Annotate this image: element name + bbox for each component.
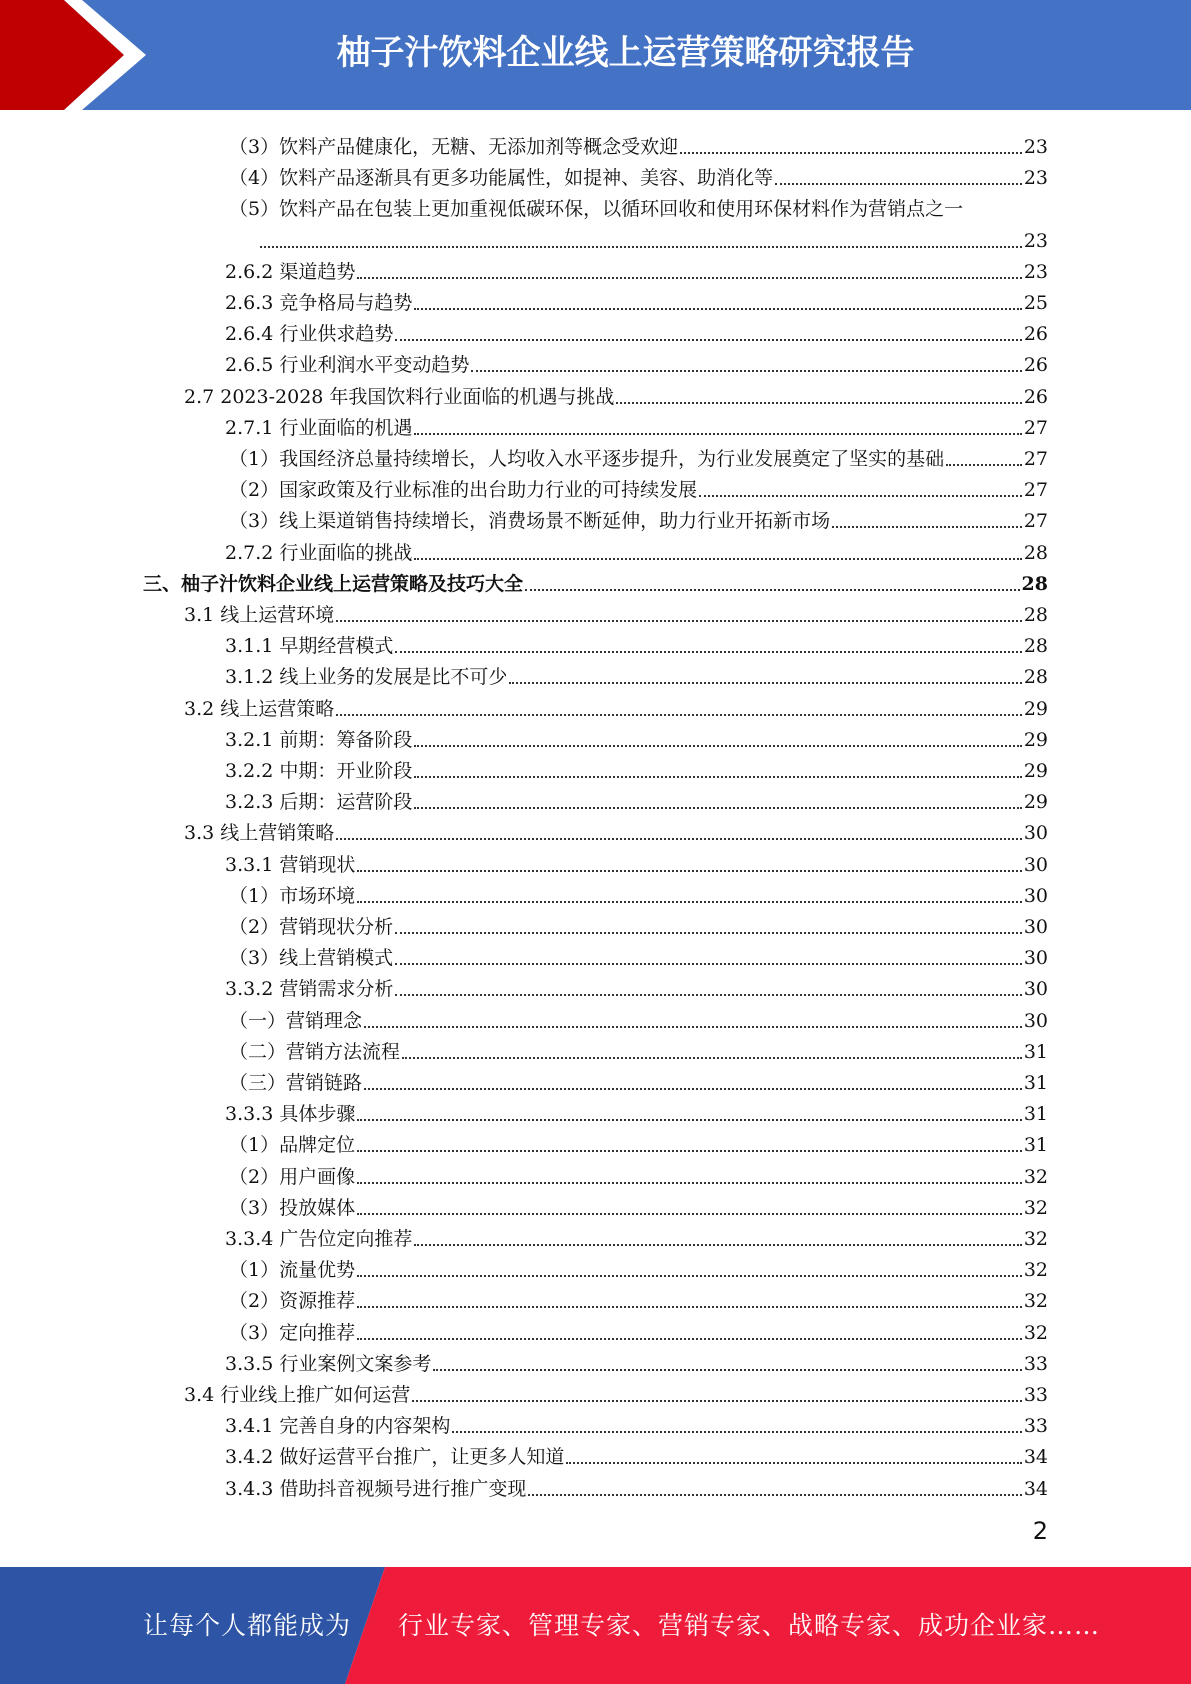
toc-entry-page: 25 xyxy=(1023,292,1048,314)
toc-entry[interactable] xyxy=(229,1033,1048,1064)
toc-entry[interactable] xyxy=(184,814,1048,845)
toc-entry-page: 32 xyxy=(1023,1321,1048,1344)
toc-entry[interactable] xyxy=(184,378,1048,409)
page-footer xyxy=(0,1567,1191,1684)
toc-entry-label: 三、柚子汁饮料企业线上运营策略及技巧大全 xyxy=(143,572,524,595)
toc-entry[interactable] xyxy=(229,1158,1048,1189)
page-number: 2 xyxy=(1032,1517,1048,1545)
toc-leader-dots xyxy=(452,1414,1021,1438)
toc-entry-page: 30 xyxy=(1023,822,1048,845)
toc-entry-page: 23 xyxy=(1023,167,1048,190)
toc-entry-page: 23 xyxy=(1023,260,1048,283)
toc-entry-label: 2.6.3 竞争格局与趋势 xyxy=(225,292,413,314)
toc-entry[interactable] xyxy=(258,222,1048,253)
toc-entry-page: 26 xyxy=(1023,323,1048,346)
toc-entry-page: 29 xyxy=(1023,697,1048,720)
toc-leader-dots xyxy=(395,946,1022,970)
toc-entry-page: 30 xyxy=(1023,884,1048,907)
toc-leader-dots xyxy=(357,1165,1022,1189)
toc-leader-dots xyxy=(414,416,1021,440)
toc-leader-dots xyxy=(566,1445,1021,1469)
toc-entry-label: 3.4.2 做好运营平台推广，让更多人知道 xyxy=(225,1446,565,1469)
toc-entry-page: 31 xyxy=(1023,1103,1048,1126)
toc-entry[interactable] xyxy=(225,534,1048,565)
toc-entry[interactable] xyxy=(229,1251,1048,1282)
toc-entry-label: 3.4.3 借助抖音视频号进行推广变现 xyxy=(225,1477,527,1500)
toc-leader-dots xyxy=(680,135,1022,159)
toc-leader-dots xyxy=(357,1289,1022,1313)
toc-entry[interactable] xyxy=(225,783,1048,814)
toc-entry-page: 30 xyxy=(1023,978,1048,1001)
toc-entry-page: 28 xyxy=(1023,635,1048,658)
page-header xyxy=(0,0,1191,110)
toc-leader-dots xyxy=(525,572,1020,596)
toc-entry[interactable] xyxy=(225,1220,1048,1251)
toc-entry[interactable] xyxy=(225,346,1048,377)
toc-entry-page: 26 xyxy=(1023,354,1048,377)
toc-entry[interactable] xyxy=(225,721,1048,752)
toc-entry-label: （1）品牌定位 xyxy=(229,1134,356,1157)
footer-slogan-right: 行业专家、管理专家、营销专家、战略专家、成功企业家…… xyxy=(398,1611,1101,1640)
toc-leader-dots xyxy=(471,353,1021,377)
report-title: 柚子汁饮料企业线上运营策略研究报告 xyxy=(336,33,915,73)
toc-leader-dots xyxy=(260,229,1022,253)
toc-entry[interactable] xyxy=(225,970,1048,1001)
toc-entry-page: 28 xyxy=(1023,666,1048,689)
toc-entry-label: （2）资源推荐 xyxy=(229,1290,356,1313)
toc-leader-dots xyxy=(395,634,1021,658)
toc-entry-page: 32 xyxy=(1023,1290,1048,1313)
toc-entry-page: 30 xyxy=(1023,1009,1048,1032)
toc-entry[interactable] xyxy=(225,658,1048,689)
toc-leader-dots xyxy=(414,728,1021,752)
toc-entry-page: 23 xyxy=(1023,136,1048,158)
toc-entry[interactable] xyxy=(225,752,1048,783)
toc-entry-page: 32 xyxy=(1023,1196,1048,1219)
toc-entry[interactable] xyxy=(225,409,1048,440)
toc-leader-dots xyxy=(336,603,1022,627)
toc-entry[interactable] xyxy=(229,1282,1048,1313)
toc-entry[interactable] xyxy=(184,1376,1048,1407)
toc-entry-label: 3.3.4 广告位定向推荐 xyxy=(225,1228,413,1250)
toc-entry-label: 3.2.1 前期：筹备阶段 xyxy=(225,728,413,751)
toc-entry[interactable] xyxy=(229,502,1048,533)
toc-entry-page: 33 xyxy=(1023,1415,1048,1438)
toc-entry-label: （5）饮料产品在包装上更加重视低碳环保，以循环回收和使用环保材料作为营销点之一 xyxy=(229,198,964,221)
toc-entry-page: 28 xyxy=(1021,572,1048,595)
toc-leader-dots xyxy=(433,1352,1021,1376)
toc-entry[interactable] xyxy=(229,1189,1048,1220)
toc-entry[interactable] xyxy=(225,1438,1048,1469)
toc-leader-dots xyxy=(616,385,1021,409)
toc-entry-label: 3.4 行业线上推广如何运营 xyxy=(184,1384,411,1406)
toc-leader-dots xyxy=(364,1071,1022,1095)
toc-leader-dots xyxy=(414,541,1021,565)
toc-entry-label: 3.2.3 后期：运营阶段 xyxy=(225,791,413,814)
toc-entry-page: 31 xyxy=(1023,1134,1048,1157)
toc-leader-dots xyxy=(402,1040,1022,1064)
toc-entry-label: 2.7 2023-2028 年我国饮料行业面临的机遇与挑战 xyxy=(184,385,615,408)
toc-entry[interactable] xyxy=(229,128,1048,159)
toc-leader-dots xyxy=(509,665,1021,689)
toc-entry[interactable] xyxy=(184,596,1048,627)
toc-leader-dots xyxy=(412,1383,1022,1407)
toc-entry-page: 28 xyxy=(1023,541,1048,564)
toc-entry[interactable] xyxy=(229,471,1048,502)
toc-entry[interactable] xyxy=(225,846,1048,877)
toc-leader-dots xyxy=(699,478,1022,502)
toc-leader-dots xyxy=(832,509,1022,533)
toc-leader-dots xyxy=(336,821,1022,845)
toc-entry-page: 27 xyxy=(1023,479,1048,502)
toc-leader-dots xyxy=(528,1477,1021,1501)
toc-entry[interactable] xyxy=(229,1002,1048,1033)
toc-entry-label: （3）线上渠道销售持续增长，消费场景不断延伸，助力行业开拓新市场 xyxy=(229,510,831,533)
toc-entry-label: 3.3.2 营销需求分析 xyxy=(225,978,394,1001)
toc-entry-label: （二）营销方法流程 xyxy=(229,1040,401,1063)
toc-entry[interactable] xyxy=(225,1345,1048,1376)
toc-leader-dots xyxy=(395,322,1021,346)
toc-entry-label: （4）饮料产品逐渐具有更多功能属性，如提神、美容、助消化等 xyxy=(229,167,774,190)
toc-entry-label: （1）流量优势 xyxy=(229,1259,356,1282)
toc-entry-label: 3.3.3 具体步骤 xyxy=(225,1103,356,1126)
toc-entry-label: （1）市场环境 xyxy=(229,884,356,907)
toc-entry-page: 30 xyxy=(1023,853,1048,876)
toc-leader-dots xyxy=(395,915,1022,939)
toc-entry[interactable] xyxy=(229,190,1048,221)
toc-entry-page: 34 xyxy=(1023,1477,1048,1500)
toc-entry[interactable] xyxy=(229,1064,1048,1095)
toc-entry-label: （三）营销链路 xyxy=(229,1072,363,1094)
toc-entry-page: 26 xyxy=(1023,385,1048,408)
toc-entry-page: 33 xyxy=(1023,1352,1048,1375)
toc-entry-label: 3.4.1 完善自身的内容架构 xyxy=(225,1415,451,1438)
toc-entry[interactable] xyxy=(143,565,1048,596)
toc-entry[interactable] xyxy=(225,253,1048,284)
toc-entry-page: 23 xyxy=(1023,229,1048,252)
toc-leader-dots xyxy=(357,884,1022,908)
toc-entry-label: （3）线上营销模式 xyxy=(229,947,394,970)
toc-entry[interactable] xyxy=(184,690,1048,721)
toc-leader-dots xyxy=(414,790,1021,814)
toc-entry-label: 3.3 线上营销策略 xyxy=(184,822,335,845)
toc-entry-page: 34 xyxy=(1023,1446,1048,1469)
toc-entry[interactable] xyxy=(229,877,1048,908)
toc-entry[interactable] xyxy=(229,159,1048,190)
toc-entry-label: 2.6.5 行业利润水平变动趋势 xyxy=(225,354,470,377)
toc-entry-page: 32 xyxy=(1023,1228,1048,1250)
toc-entry[interactable] xyxy=(229,1314,1048,1345)
toc-entry-label: （3）投放媒体 xyxy=(229,1196,356,1219)
toc-entry[interactable] xyxy=(229,440,1048,471)
toc-leader-dots xyxy=(775,166,1022,190)
toc-entry-page: 32 xyxy=(1023,1259,1048,1282)
toc-entry[interactable] xyxy=(225,1095,1048,1126)
toc-entry-label: 2.7.1 行业面临的机遇 xyxy=(225,416,413,439)
toc-leader-dots xyxy=(357,1258,1022,1282)
toc-entry-label: 3.1.1 早期经营模式 xyxy=(225,635,394,658)
toc-entry-label: 2.7.2 行业面临的挑战 xyxy=(225,541,413,564)
toc-leader-dots xyxy=(336,697,1022,721)
toc-leader-dots xyxy=(946,447,1022,471)
toc-entry-page: 29 xyxy=(1023,760,1048,782)
footer-slogan-left: 让每个人都能成为 xyxy=(143,1611,352,1640)
toc-entry-label: （2）国家政策及行业标准的出台助力行业的可持续发展 xyxy=(229,479,698,502)
toc-entry-label: （一）营销理念 xyxy=(229,1009,363,1032)
toc-leader-dots xyxy=(357,260,1021,284)
toc-entry-label: （2）营销现状分析 xyxy=(229,916,394,938)
toc-entry-page: 27 xyxy=(1023,448,1048,470)
toc-entry-label: （1）我国经济总量持续增长，人均收入水平逐步提升，为行业发展奠定了坚实的基础 xyxy=(229,448,945,470)
toc-entry-page: 30 xyxy=(1023,947,1048,970)
toc-entry-page: 29 xyxy=(1023,728,1048,751)
toc-entry[interactable] xyxy=(229,1126,1048,1157)
toc-entry-label: 3.1.2 线上业务的发展是比不可少 xyxy=(225,666,508,689)
toc-entry-label: 3.3.5 行业案例文案参考 xyxy=(225,1352,432,1375)
toc-leader-dots xyxy=(357,1102,1021,1126)
toc-entry-page: 33 xyxy=(1023,1384,1048,1406)
toc-leader-dots xyxy=(414,759,1021,783)
toc-entry[interactable] xyxy=(225,627,1048,658)
toc-leader-dots xyxy=(357,1321,1022,1345)
toc-entry[interactable] xyxy=(225,1407,1048,1438)
toc-leader-dots xyxy=(414,1227,1021,1251)
toc-entry-label: 3.2 线上运营策略 xyxy=(184,697,335,720)
toc-entry-label: 3.1 线上运营环境 xyxy=(184,604,335,626)
toc-entry-page: 27 xyxy=(1023,416,1048,439)
toc-leader-dots xyxy=(357,1133,1022,1157)
toc-entry[interactable] xyxy=(225,284,1048,315)
toc-leader-dots xyxy=(395,977,1021,1001)
toc-entry-label: （3）定向推荐 xyxy=(229,1321,356,1344)
toc-leader-dots xyxy=(357,1196,1022,1220)
toc-leader-dots xyxy=(414,291,1021,315)
toc-entry-page: 28 xyxy=(1023,604,1048,626)
toc-entry[interactable] xyxy=(225,315,1048,346)
toc-entry-page: 29 xyxy=(1023,791,1048,814)
toc-leader-dots xyxy=(364,1009,1022,1033)
toc-entry-label: 2.6.2 渠道趋势 xyxy=(225,260,356,283)
toc-entry[interactable] xyxy=(229,908,1048,939)
toc-entry-page: 30 xyxy=(1023,916,1048,938)
toc-entry[interactable] xyxy=(225,1470,1048,1501)
toc-entry-label: （2）用户画像 xyxy=(229,1165,356,1188)
toc-entry-label: 2.6.4 行业供求趋势 xyxy=(225,323,394,346)
toc-entry-page: 31 xyxy=(1023,1072,1048,1094)
toc-entry-label: 3.2.2 中期：开业阶段 xyxy=(225,760,413,782)
toc-entry-label: （3）饮料产品健康化，无糖、无添加剂等概念受欢迎 xyxy=(229,136,679,158)
toc-leader-dots xyxy=(357,853,1021,877)
toc-entry-label: 3.3.1 营销现状 xyxy=(225,853,356,876)
toc-entry-page: 31 xyxy=(1023,1040,1048,1063)
toc-entry-page: 32 xyxy=(1023,1165,1048,1188)
toc-entry-page: 27 xyxy=(1023,510,1048,533)
toc-entry[interactable] xyxy=(229,939,1048,970)
